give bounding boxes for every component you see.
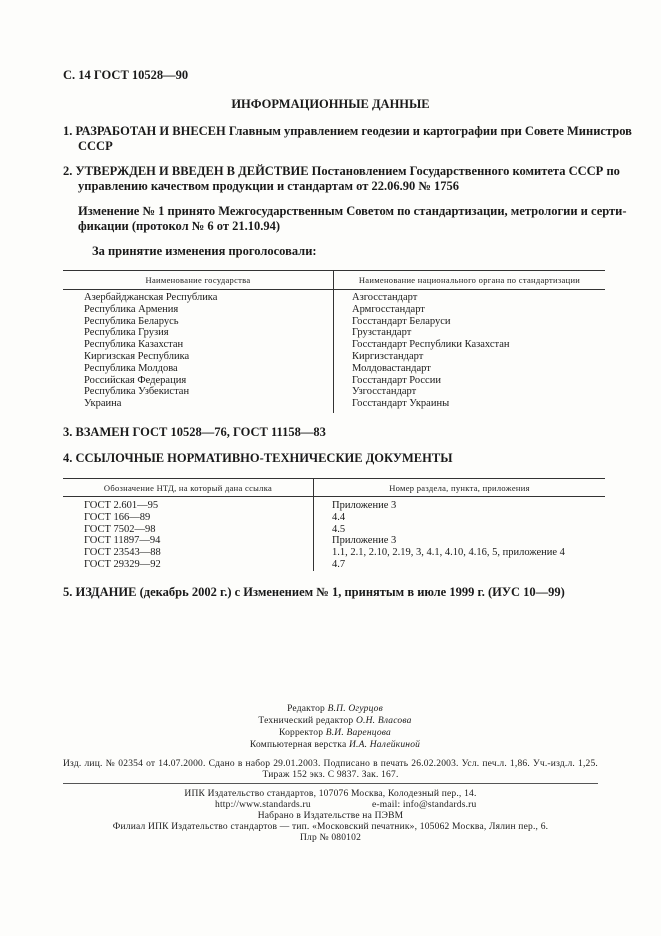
table-cell-document: ГОСТ 2.601—95 bbox=[84, 500, 159, 511]
credit-line bbox=[200, 715, 470, 727]
credit-role: Компьютерная верстка bbox=[249, 740, 349, 750]
publisher-line-4: Филиал ИПК Издательство стандартов — тип. «Московский печатник», 105062 Москва, Лялин пер., 6. bbox=[112, 822, 549, 832]
table-rule-top bbox=[63, 270, 605, 271]
divider-rule bbox=[63, 783, 598, 784]
section-1-line-1: 1. РАЗРАБОТАН И ВНЕСЕН Главным управлением геодезии и картографии при Совете Министров bbox=[63, 124, 632, 138]
table-cell-state: Республика Молдова bbox=[84, 362, 178, 374]
credit-line bbox=[200, 739, 470, 751]
publisher-line-5: Плр № 080102 bbox=[299, 833, 362, 843]
publisher-line-1: ИПК Издательство стандартов, 107076 Москва, Колодезный пер., 14. bbox=[184, 789, 477, 799]
table-cell-document: ГОСТ 166—89 bbox=[84, 511, 151, 523]
table-cell-national-body: Госстандарт Республики Казахстан bbox=[352, 339, 510, 351]
table-cell-national-body: Армгосстандарт bbox=[352, 303, 425, 315]
table-cell-document: ГОСТ 23543—88 bbox=[84, 547, 161, 559]
credit-name: И.А. Налейкиной bbox=[348, 740, 421, 750]
table-cell-national-body: Грузстандарт bbox=[352, 327, 412, 339]
print-info-line-2: Тираж 152 экз. С 9837. Зак. 167. bbox=[262, 770, 399, 780]
publisher-email: e-mail: info@standards.ru bbox=[372, 800, 477, 810]
credit-line bbox=[200, 703, 470, 715]
table-cell-section: 4.5 bbox=[332, 523, 346, 535]
table-cell-state: Азербайджанская Республика bbox=[84, 292, 218, 303]
table-cell-national-body: Госстандарт Украины bbox=[352, 398, 450, 410]
page-header: С. 14 ГОСТ 10528—90 bbox=[63, 68, 189, 82]
credit-role: Корректор bbox=[279, 728, 326, 738]
table-cell-national-body: Госстандарт Беларуси bbox=[352, 315, 451, 327]
table-column-documents bbox=[84, 500, 161, 571]
table-cell-state: Республика Беларусь bbox=[84, 315, 179, 327]
print-info-line-1: Изд. лиц. № 02354 от 14.07.2000. Сдано в набор 29.01.2003. Подписано в печать 26.02.2003. Усл. печ.л. 1,86. Уч.-изд.л. 1,25. bbox=[63, 759, 598, 769]
table-cell-national-body: Молдовастандарт bbox=[352, 362, 431, 374]
table-cell-state: Республика Грузия bbox=[84, 327, 169, 339]
table-column-divider bbox=[333, 270, 334, 413]
table-header-national-body: Наименование национального органа по стандартизации bbox=[358, 275, 581, 285]
table-cell-section: 1.1, 2.1, 2.10, 2.19, 3, 4.1, 4.10, 4.16, 5, приложение 4 bbox=[332, 547, 565, 559]
table-cell-state: Украина bbox=[84, 398, 122, 410]
credit-name: О.Н. Власова bbox=[355, 716, 412, 726]
table-cell-state: Киргизская Республика bbox=[84, 350, 190, 362]
table-column-states bbox=[84, 292, 217, 410]
table-rule-top bbox=[63, 478, 605, 479]
table-header-state: Наименование государства bbox=[145, 275, 251, 285]
credit-role: Технический редактор bbox=[258, 716, 356, 726]
table-cell-national-body: Киргизстандарт bbox=[352, 350, 424, 362]
section-2-line-1: 2. УТВЕРЖДЕН И ВВЕДЕН В ДЕЙСТВИЕ Постановлением Государственного комитета СССР по bbox=[63, 164, 620, 178]
section-2-line-2: управлению качеством продукции и стандартам от 22.06.90 № 1756 bbox=[78, 179, 460, 193]
credits-block bbox=[200, 703, 470, 751]
table-cell-state: Республика Армения bbox=[84, 303, 179, 315]
table-cell-section: Приложение 3 bbox=[332, 535, 397, 547]
section-3: 3. ВЗАМЕН ГОСТ 10528—76, ГОСТ 11158—83 bbox=[63, 425, 326, 439]
credit-role: Редактор bbox=[287, 704, 328, 714]
table-cell-state: Республика Узбекистан bbox=[84, 386, 190, 398]
table-rule-header bbox=[63, 289, 605, 290]
table-cell-state: Российская Федерация bbox=[84, 374, 187, 386]
table-header-section: Номер раздела, пункта, приложения bbox=[389, 483, 530, 493]
table-header-document: Обозначение НТД, на который дана ссылка bbox=[103, 483, 273, 493]
table-cell-document: ГОСТ 29329—92 bbox=[84, 558, 161, 570]
table-cell-document: ГОСТ 11897—94 bbox=[84, 535, 161, 547]
section-5: 5. ИЗДАНИЕ (декабрь 2002 г.) с Изменением № 1, принятым в июле 1999 г. (ИУС 10—99) bbox=[63, 585, 565, 599]
table-cell-national-body: Азгосстандарт bbox=[352, 292, 418, 303]
table-cell-national-body: Госстандарт России bbox=[352, 374, 441, 386]
table-rule-header bbox=[63, 496, 605, 497]
credit-line bbox=[200, 727, 470, 739]
credit-name: В.И. Варенцова bbox=[325, 728, 391, 738]
table-cell-section: 4.4 bbox=[332, 511, 346, 523]
amendment-line-2: фикации (протокол № 6 от 21.10.94) bbox=[78, 219, 281, 233]
table-cell-national-body: Узгосстандарт bbox=[352, 386, 417, 398]
publisher-line-3: Набрано в Издательстве на ПЭВМ bbox=[257, 811, 404, 821]
credit-name: В.П. Огурцов bbox=[327, 704, 383, 714]
table-cell-state: Республика Казахстан bbox=[84, 339, 184, 351]
page-title: ИНФОРМАЦИОННЫЕ ДАННЫЕ bbox=[231, 97, 430, 111]
publisher-url: http://www.standards.ru bbox=[215, 800, 311, 810]
table-cell-section: 4.7 bbox=[332, 558, 346, 570]
voted-label: За принятие изменения проголосовали: bbox=[92, 244, 317, 258]
table-column-national-bodies bbox=[352, 292, 510, 410]
section-1-line-2: СССР bbox=[78, 139, 113, 153]
table-cell-document: ГОСТ 7502—98 bbox=[84, 523, 156, 535]
table-column-sections bbox=[332, 500, 565, 571]
amendment-line-1: Изменение № 1 принято Межгосударственным Советом по стандартизации, метрологии и серти- bbox=[78, 204, 627, 218]
table-cell-section: Приложение 3 bbox=[332, 500, 397, 511]
section-4: 4. ССЫЛОЧНЫЕ НОРМАТИВНО-ТЕХНИЧЕСКИЕ ДОКУМЕНТЫ bbox=[63, 451, 453, 465]
